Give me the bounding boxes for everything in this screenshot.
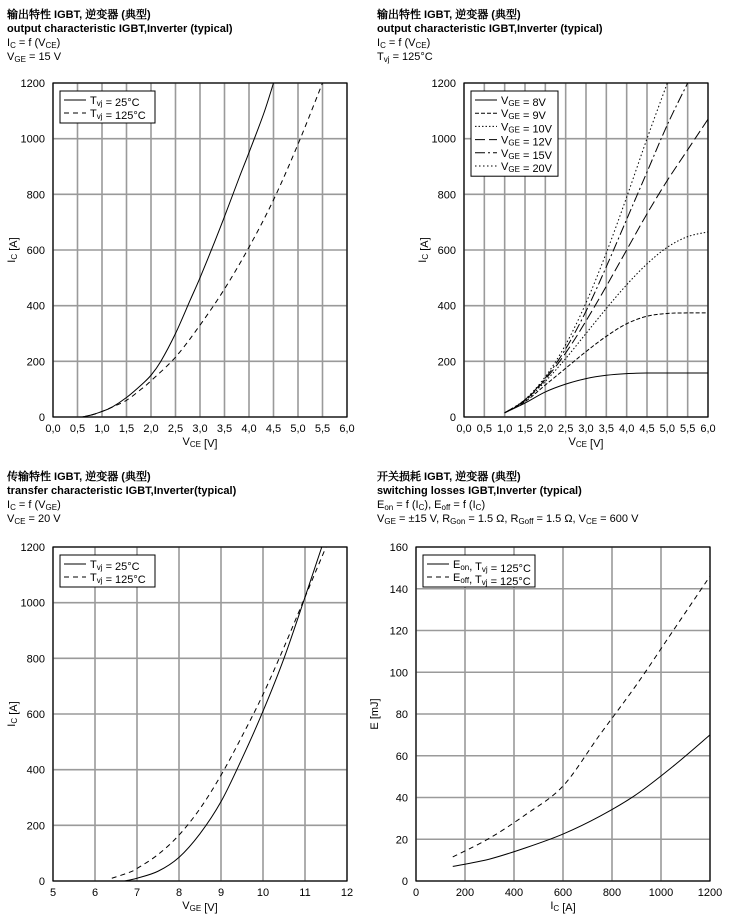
x-tick-label: 1,5 [517,423,533,435]
x-tick-label: 3,5 [598,423,614,435]
chart-condition: $I_C = f$ $(V_{GE})$ [7,499,61,512]
x-axis-label: VCE [V] [182,436,218,450]
x-tick-label: 7 [133,887,141,899]
chart-title: switching losses IGBT,Inverter (typical) [377,485,582,497]
y-tick-label: 0 [401,876,408,888]
y-tick-label: 60 [395,750,408,763]
x-tick-label: 5,5 [314,423,331,435]
y-axis-label: IC [A] [6,237,20,263]
x-tick-label: 5 [49,887,57,899]
chart-output-characteristic-vge15 [0,0,370,460]
legend-label: VGE = 8V [501,95,546,109]
chart-condition: $T_{vj} = 125^\circ C$ [377,51,433,64]
y-axis-label: E [mJ] [369,698,381,730]
x-tick-label: 1200 [697,887,723,899]
y-axis-label: IC [A] [6,701,20,727]
x-tick-label: 800 [602,887,622,899]
x-tick-label: 0,5 [69,423,86,435]
chart-svg [0,0,370,457]
legend-label: Eoff, Tvj = 125°C [453,572,531,588]
x-tick-label: 200 [455,887,475,899]
y-tick-label: 160 [389,542,408,554]
chart-title-cn: 输出特性 IGBT, 逆变器 (典型) [377,9,521,21]
x-tick-label: 5,0 [290,423,306,435]
x-tick-label: 3,0 [578,423,594,435]
x-tick-label: 6,0 [700,423,716,435]
chart-svg [370,462,740,919]
x-tick-label: 9 [217,887,225,899]
y-tick-label: 800 [26,653,45,666]
x-tick-label: 4,0 [619,423,635,435]
y-tick-label: 1200 [20,542,45,554]
x-tick-label: 11 [299,887,311,899]
legend-label: Tvj = 25°C [90,559,140,573]
y-tick-label: 0 [38,412,45,424]
y-tick-label: 200 [26,820,45,833]
y-tick-label: 1000 [20,133,45,146]
grid [53,547,347,881]
legend-label: VGE = 10V [501,121,553,136]
y-tick-label: 20 [395,834,408,847]
y-tick-label: 100 [389,667,408,680]
x-tick-label: 3,0 [192,423,208,435]
y-tick-label: 400 [26,300,45,313]
x-tick-label: 0 [412,887,420,899]
legend-label: VGE = 20V [501,161,553,175]
x-tick-label: 12 [340,887,354,899]
x-tick-label: 600 [553,887,573,899]
chart-svg [0,462,370,919]
x-tick-label: 1,0 [94,423,110,435]
legend-label: VGE = 9V [501,108,546,123]
x-tick-label: 2,0 [143,423,159,435]
legend [423,555,535,588]
x-tick-label: 0,5 [476,423,492,435]
y-tick-label: 800 [26,189,45,202]
legend [60,555,155,587]
chart-output-characteristic-tvj125 [370,0,740,460]
y-tick-label: 1200 [20,78,45,90]
y-tick-label: 80 [395,709,408,721]
y-tick-label: 200 [437,356,456,369]
chart-switching-losses [370,462,740,919]
chart-title: transfer characteristic IGBT,Inverter(typical) [7,485,237,497]
x-axis-label: IC [A] [550,900,576,914]
y-tick-label: 40 [395,792,408,805]
x-tick-label: 3,5 [216,423,233,435]
chart-condition: $I_C = f$ $(V_{CE})$ [377,37,431,50]
chart-title-cn: 输出特性 IGBT, 逆变器 (典型) [7,9,151,21]
legend [60,91,155,123]
y-tick-label: 200 [26,356,45,369]
x-tick-label: 1,0 [497,423,513,435]
chart-condition: $V_{GE} = 15$ V [7,51,62,64]
y-tick-label: 1000 [431,133,456,146]
y-tick-label: 1200 [431,78,456,90]
chart-condition: $E_{on} = f$ $(I_C)$, $E_{off} = f$ $(I_C)$ [377,499,486,512]
x-tick-label: 2,5 [558,423,574,435]
x-tick-label: 1000 [648,887,674,899]
chart-title: output characteristic IGBT,Inverter (typical) [7,23,233,35]
x-tick-label: 0,0 [45,423,61,435]
chart-transfer-characteristic [0,462,370,919]
x-tick-label: 5,0 [659,423,675,435]
legend-label: Tvj = 125°C [90,108,146,122]
series-line-2 [453,576,710,857]
legend [471,91,558,176]
chart-title-cn: 传输特性 IGBT, 逆变器 (典型) [7,471,151,483]
chart-condition: $V_{CE} = 20$ V [7,513,61,526]
x-tick-label: 10 [256,887,270,899]
x-axis-label: VGE [V] [182,900,218,914]
x-tick-label: 2,0 [537,423,553,435]
x-tick-label: 2,5 [167,423,184,435]
grid [416,547,710,881]
x-tick-label: 1,5 [118,423,135,435]
x-axis-label: VCE [V] [568,436,604,450]
y-tick-label: 140 [389,583,408,596]
x-tick-label: 6,0 [339,423,355,435]
series-line-2 [112,547,326,878]
x-tick-label: 4,0 [241,423,257,435]
x-tick-label: 6 [91,887,99,899]
y-tick-label: 0 [38,876,45,888]
chart-condition: $I_C = f$ $(V_{CE})$ [7,37,61,50]
y-tick-label: 120 [389,625,408,638]
chart-title: output characteristic IGBT,Inverter (typical) [377,23,603,35]
x-tick-label: 5,5 [680,423,696,435]
y-tick-label: 600 [26,245,45,257]
chart-title-cn: 开关损耗 IGBT, 逆变器 (典型) [377,471,521,483]
y-tick-label: 800 [437,189,456,202]
y-axis-label: IC [A] [417,237,431,263]
legend-label: Tvj = 25°C [90,95,140,109]
series-line-1 [453,735,710,867]
y-tick-label: 1000 [20,597,45,610]
chart-condition: $V_{GE} = \pm 15$ V, $R_{Gon} = 1.5$ Ω, $R_{Goff} = 1.5$ Ω, $V_{CE} = 600$ V [377,513,639,526]
legend-label: Tvj = 125°C [90,572,146,586]
y-tick-label: 600 [437,245,456,257]
x-tick-label: 4,5 [639,423,655,435]
y-tick-label: 0 [449,412,456,424]
legend-label: VGE = 12V [501,134,553,149]
chart-svg [370,0,740,457]
legend-label: VGE = 15V [501,147,553,162]
x-tick-label: 4,5 [265,423,282,435]
x-tick-label: 8 [175,887,183,899]
x-tick-label: 400 [504,887,524,899]
y-tick-label: 400 [437,300,456,313]
y-tick-label: 600 [26,709,45,721]
x-tick-label: 0,0 [456,423,472,435]
legend-label: Eon, Tvj = 125°C [453,559,531,575]
y-tick-label: 400 [26,764,45,777]
